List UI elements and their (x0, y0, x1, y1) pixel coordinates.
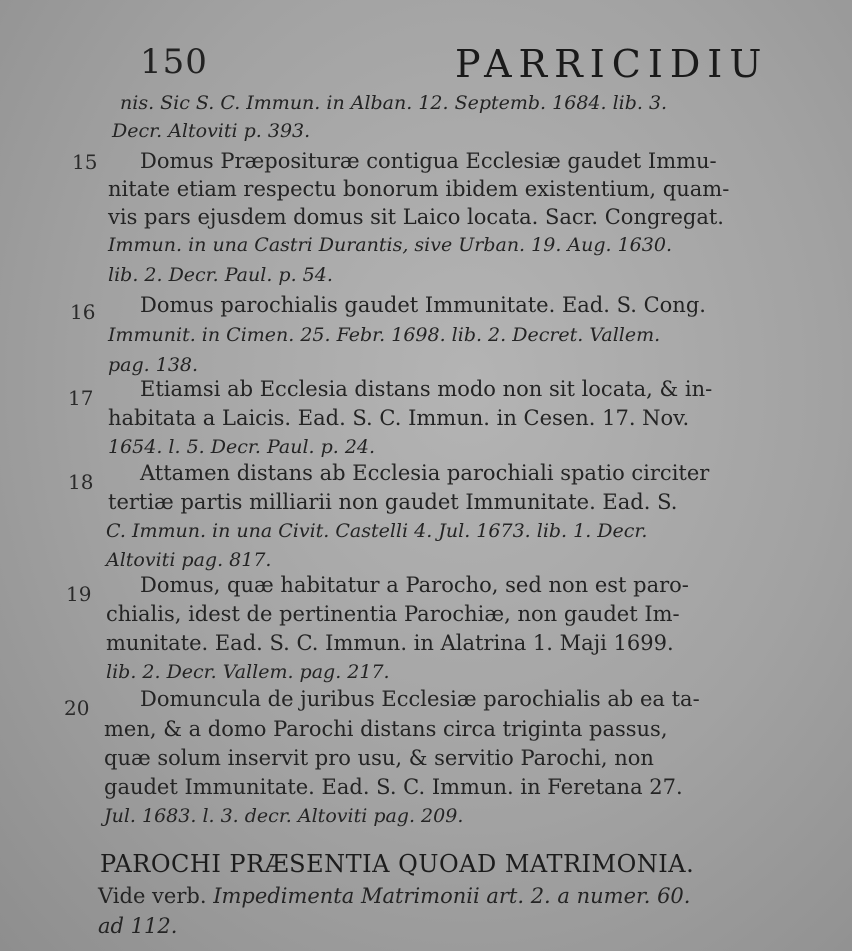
entry-line: Jul. 1683. l. 3. decr. Altoviti pag. 209. (104, 805, 464, 827)
entry-line: Domuncula de juribus Ecclesiæ parochialis ab ea ta- (140, 687, 700, 711)
running-title: PARRICIDIU (455, 42, 769, 86)
entry-line: nitate etiam respectu bonorum ibidem existentium, quam- (108, 177, 730, 201)
entry-number: 17 (68, 386, 94, 410)
entry-line: vis pars ejusdem domus sit Laico locata. Sacr. Congregat. (108, 205, 724, 229)
entry-line: chialis, idest de pertinentia Parochiæ, non gaudet Im- (106, 602, 680, 626)
entry-line: Domus, quæ habitatur a Parocho, sed non est paro- (140, 573, 689, 597)
cross-reference (98, 884, 690, 908)
entry-line: Etiamsi ab Ecclesia distans modo non sit locata, & in- (140, 377, 713, 401)
entry-line: pag. 138. (108, 354, 199, 376)
entry-line: Immun. in una Castri Durantis, sive Urban. 19. Aug. 1630. (108, 234, 672, 256)
entry-line: habitata a Laicis. Ead. S. C. Immun. in Cesen. 17. Nov. (108, 406, 690, 430)
entry-number: 16 (70, 300, 96, 324)
cross-reference-line2: ad 112. (98, 914, 178, 938)
entry-line: gaudet Immunitate. Ead. S. C. Immun. in Feretana 27. (104, 775, 683, 799)
entry-line: quæ solum inservit pro usu, & servitio Parochi, non (104, 746, 654, 770)
entry-line: munitate. Ead. S. C. Immun. in Alatrina 1. Maji 1699. (106, 631, 674, 655)
page-number: 150 (140, 42, 208, 82)
entry-number: 19 (66, 582, 92, 606)
cross-reference-italic: Impedimenta Matrimonii art. 2. a numer. 60. (213, 884, 691, 908)
entry-number: 20 (64, 696, 90, 720)
entry-line: Domus Præposituræ contigua Ecclesiæ gaudet Immu- (140, 149, 717, 173)
entry-line: tertiæ partis milliarii non gaudet Immunitate. Ead. S. (108, 490, 678, 514)
entry-line: Immunit. in Cimen. 25. Febr. 1698. lib. 2. Decret. Vallem. (108, 324, 661, 346)
entry-line: lib. 2. Decr. Vallem. pag. 217. (106, 661, 390, 683)
entry-line: lib. 2. Decr. Paul. p. 54. (108, 264, 333, 286)
entry-line: Attamen distans ab Ecclesia parochiali spatio circiter (140, 461, 710, 485)
entry-line: men, & a domo Parochi distans circa triginta passus, (104, 717, 668, 741)
entry-line: Domus parochialis gaudet Immunitate. Ead. S. Cong. (140, 293, 706, 317)
entry-number: 18 (68, 470, 94, 494)
section-heading: PAROCHI PRÆSENTIA QUOAD MATRIMONIA. (100, 850, 695, 878)
entry-line: Decr. Altoviti p. 393. (112, 120, 311, 142)
entry-line: Altoviti pag. 817. (106, 549, 272, 571)
entry-number: 15 (72, 150, 98, 174)
cross-reference-lead: Vide verb. (98, 884, 207, 908)
entry-line: C. Immun. in una Civit. Castelli 4. Jul. 1673. lib. 1. Decr. (106, 520, 648, 542)
entry-line: 1654. l. 5. Decr. Paul. p. 24. (108, 436, 376, 458)
entry-line: nis. Sic S. C. Immun. in Alban. 12. Septemb. 1684. lib. 3. (120, 92, 668, 114)
